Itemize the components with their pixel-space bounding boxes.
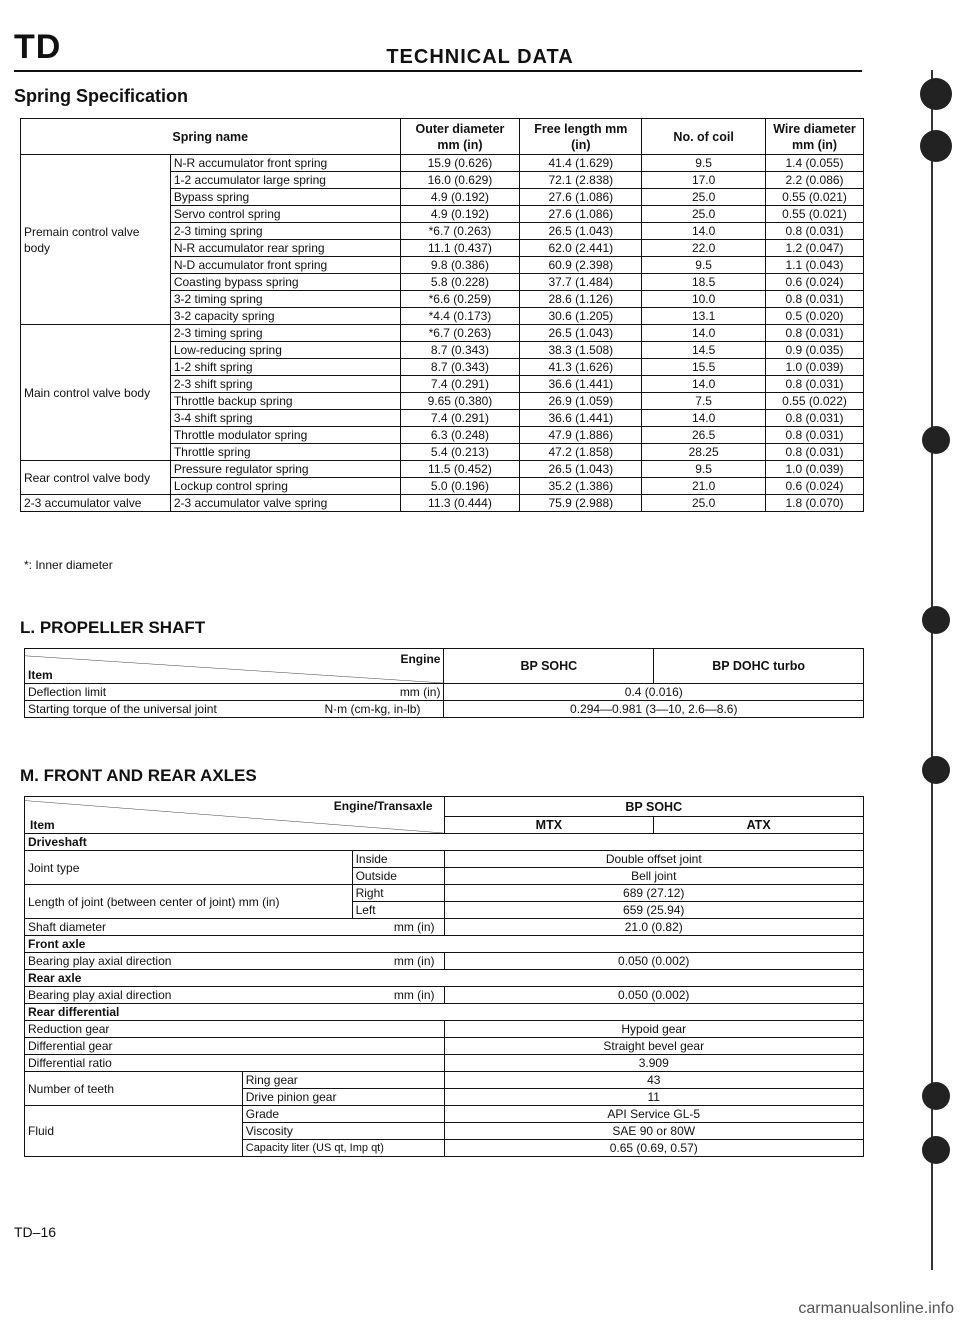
page-number: TD–16	[14, 1224, 57, 1240]
col-mtx: MTX	[444, 817, 654, 834]
rear-axle-heading: Rear axle	[25, 970, 864, 987]
free-length: 60.9 (2.398)	[520, 257, 642, 274]
spring-row	[21, 155, 864, 172]
free-length: 26.9 (1.059)	[520, 393, 642, 410]
engine-label: Engine	[400, 652, 441, 666]
spring-name: 3-2 timing spring	[170, 291, 400, 308]
rear-bearing-row	[25, 987, 445, 1004]
spring-name: 1-2 accumulator large spring	[170, 172, 400, 189]
spring-name: 2-3 accumulator valve spring	[170, 495, 400, 512]
reduction-gear-value: Hypoid gear	[444, 1021, 864, 1038]
spring-section-title: Spring Specification	[14, 86, 189, 106]
outer-diameter: 5.8 (0.228)	[400, 274, 520, 291]
coil-count: 7.5	[642, 393, 766, 410]
propeller-corner-cell	[25, 649, 444, 684]
grade-value: API Service GL-5	[444, 1106, 864, 1123]
joint-type-label: Joint type	[25, 851, 353, 885]
wire-diameter: 1.4 (0.055)	[766, 155, 864, 172]
col-spring-name: Spring name	[21, 119, 401, 155]
front-bearing-row	[25, 953, 445, 970]
wire-diameter: 2.2 (0.086)	[766, 172, 864, 189]
outer-diameter: 11.3 (0.444)	[400, 495, 520, 512]
front-bearing-value: 0.050 (0.002)	[444, 953, 864, 970]
capacity-label: Capacity liter (US qt, Imp qt)	[242, 1140, 444, 1157]
differential-ratio-value: 3.909	[444, 1055, 864, 1072]
free-length: 35.2 (1.386)	[520, 478, 642, 495]
free-length: 30.6 (1.205)	[520, 308, 642, 325]
drive-pinion-value: 11	[444, 1089, 864, 1106]
spring-name: Pressure regulator spring	[170, 461, 400, 478]
joint-length-label: Length of joint (between center of joint) mm (in)	[25, 885, 353, 919]
spring-name: 3-2 capacity spring	[170, 308, 400, 325]
outer-diameter: 5.4 (0.213)	[400, 444, 520, 461]
coil-count: 22.0	[642, 240, 766, 257]
outer-diameter: 4.9 (0.192)	[400, 206, 520, 223]
spring-name: 3-4 shift spring	[170, 410, 400, 427]
left-value: 659 (25.94)	[444, 902, 864, 919]
wire-diameter: 0.55 (0.021)	[766, 189, 864, 206]
valve-body-group: Rear control valve body	[21, 461, 171, 495]
free-length: 41.4 (1.629)	[520, 155, 642, 172]
outer-diameter: *6.7 (0.263)	[400, 223, 520, 240]
item-label: Item	[28, 668, 53, 682]
free-length: 38.3 (1.508)	[520, 342, 642, 359]
coil-count: 28.25	[642, 444, 766, 461]
col-bp-sohc: BP SOHC	[444, 797, 864, 817]
wire-diameter: 0.6 (0.024)	[766, 274, 864, 291]
free-length: 47.9 (1.886)	[520, 427, 642, 444]
col-atx: ATX	[654, 817, 864, 834]
outer-diameter: 6.3 (0.248)	[400, 427, 520, 444]
outer-diameter: 4.9 (0.192)	[400, 189, 520, 206]
shaft-diameter-value: 21.0 (0.82)	[444, 919, 864, 936]
spring-name: Throttle modulator spring	[170, 427, 400, 444]
valve-body-group: Premain control valve body	[21, 155, 171, 325]
coil-count: 25.0	[642, 189, 766, 206]
spring-name: Bypass spring	[170, 189, 400, 206]
row-label: Deflection limit	[28, 685, 107, 699]
col-bp-sohc: BP SOHC	[444, 649, 654, 684]
watermark: carmanualsonline.info	[798, 1300, 954, 1317]
fluid-label: Fluid	[25, 1106, 243, 1157]
col-wire-diameter: Wire diameter mm (in)	[766, 119, 864, 155]
spring-name: N-R accumulator front spring	[170, 155, 400, 172]
drive-pinion-label: Drive pinion gear	[242, 1089, 444, 1106]
wire-diameter: 1.0 (0.039)	[766, 461, 864, 478]
coil-count: 17.0	[642, 172, 766, 189]
row-unit: mm (in)	[393, 988, 435, 1002]
rear-differential-heading: Rear differential	[25, 1004, 864, 1021]
outer-diameter: 15.9 (0.626)	[400, 155, 520, 172]
spring-table-body	[21, 155, 864, 512]
spring-row	[21, 495, 864, 512]
spring-row	[21, 325, 864, 342]
coil-count: 18.5	[642, 274, 766, 291]
row-unit: mm (in)	[399, 685, 441, 699]
right-value: 689 (27.12)	[444, 885, 864, 902]
spring-name: Coasting bypass spring	[170, 274, 400, 291]
coil-count: 13.1	[642, 308, 766, 325]
left-label: Left	[352, 902, 444, 919]
outer-diameter: 8.7 (0.343)	[400, 342, 520, 359]
spring-name: 2-3 shift spring	[170, 376, 400, 393]
wire-diameter: 0.5 (0.020)	[766, 308, 864, 325]
col-coil-count: No. of coil	[642, 119, 766, 155]
propeller-table	[24, 648, 864, 718]
right-label: Right	[352, 885, 444, 902]
capacity-value: 0.65 (0.69, 0.57)	[444, 1140, 864, 1157]
page-title: TECHNICAL DATA	[386, 46, 574, 68]
row-label: Bearing play axial direction	[28, 988, 172, 1002]
wire-diameter: 0.8 (0.031)	[766, 444, 864, 461]
wire-diameter: 1.2 (0.047)	[766, 240, 864, 257]
spring-name: N-R accumulator rear spring	[170, 240, 400, 257]
wire-diameter: 0.6 (0.024)	[766, 478, 864, 495]
free-length: 26.5 (1.043)	[520, 223, 642, 240]
row-value: 0.4 (0.016)	[444, 684, 864, 701]
wire-diameter: 0.55 (0.021)	[766, 206, 864, 223]
coil-count: 14.0	[642, 376, 766, 393]
ring-gear-value: 43	[444, 1072, 864, 1089]
coil-count: 14.5	[642, 342, 766, 359]
wire-diameter: 0.8 (0.031)	[766, 427, 864, 444]
spring-table	[20, 118, 864, 512]
wire-diameter: 1.0 (0.039)	[766, 359, 864, 376]
ring-gear-label: Ring gear	[242, 1072, 444, 1089]
driveshaft-heading: Driveshaft	[25, 834, 864, 851]
spring-name: 2-3 timing spring	[170, 223, 400, 240]
spring-name: 1-2 shift spring	[170, 359, 400, 376]
axles-section-title: M. FRONT AND REAR AXLES	[20, 766, 257, 785]
spring-row	[21, 461, 864, 478]
propeller-section-title: L. PROPELLER SHAFT	[20, 618, 206, 637]
wire-diameter: 0.9 (0.035)	[766, 342, 864, 359]
coil-count: 9.5	[642, 257, 766, 274]
coil-count: 14.0	[642, 325, 766, 342]
row-label: Bearing play axial direction	[28, 954, 172, 968]
inside-label: Inside	[352, 851, 444, 868]
spring-name: Throttle spring	[170, 444, 400, 461]
differential-ratio-label: Differential ratio	[25, 1055, 445, 1072]
col-free-length: Free length mm (in)	[520, 119, 642, 155]
valve-body-group: Main control valve body	[21, 325, 171, 461]
reduction-gear-label: Reduction gear	[25, 1021, 445, 1038]
viscosity-label: Viscosity	[242, 1123, 444, 1140]
free-length: 62.0 (2.441)	[520, 240, 642, 257]
spring-name: Low-reducing spring	[170, 342, 400, 359]
row-unit: mm (in)	[393, 920, 435, 934]
free-length: 47.2 (1.858)	[520, 444, 642, 461]
section-code: TD	[14, 28, 62, 66]
coil-count: 25.0	[642, 206, 766, 223]
outer-diameter: 9.8 (0.386)	[400, 257, 520, 274]
row-unit: N·m (cm-kg, in-lb)	[324, 702, 421, 716]
coil-count: 15.5	[642, 359, 766, 376]
free-length: 75.9 (2.988)	[520, 495, 642, 512]
col-bp-dohc-turbo: BP DOHC turbo	[654, 649, 864, 684]
wire-diameter: 0.8 (0.031)	[766, 325, 864, 342]
free-length: 41.3 (1.626)	[520, 359, 642, 376]
free-length: 27.6 (1.086)	[520, 206, 642, 223]
binding-holes	[900, 70, 960, 1270]
grade-label: Grade	[242, 1106, 444, 1123]
spring-name: Throttle backup spring	[170, 393, 400, 410]
wire-diameter: 0.55 (0.022)	[766, 393, 864, 410]
free-length: 36.6 (1.441)	[520, 410, 642, 427]
spring-name: 2-3 timing spring	[170, 325, 400, 342]
outer-diameter: 11.1 (0.437)	[400, 240, 520, 257]
outside-label: Outside	[352, 868, 444, 885]
wire-diameter: 0.8 (0.031)	[766, 410, 864, 427]
coil-count: 9.5	[642, 155, 766, 172]
free-length: 72.1 (2.838)	[520, 172, 642, 189]
col-outer-diameter: Outer diameter mm (in)	[400, 119, 520, 155]
differential-gear-value: Straight bevel gear	[444, 1038, 864, 1055]
item-label: Item	[30, 818, 55, 832]
outer-diameter: 8.7 (0.343)	[400, 359, 520, 376]
coil-count: 10.0	[642, 291, 766, 308]
wire-diameter: 0.8 (0.031)	[766, 223, 864, 240]
coil-count: 9.5	[642, 461, 766, 478]
free-length: 26.5 (1.043)	[520, 325, 642, 342]
valve-body-group: 2-3 accumulator valve	[21, 495, 171, 512]
rear-bearing-value: 0.050 (0.002)	[444, 987, 864, 1004]
inner-diameter-note: *: Inner diameter	[24, 558, 113, 572]
free-length: 26.5 (1.043)	[520, 461, 642, 478]
header-rule	[14, 70, 862, 72]
outer-diameter: 5.0 (0.196)	[400, 478, 520, 495]
coil-count: 14.0	[642, 410, 766, 427]
deflection-limit-row	[25, 684, 444, 701]
row-label: Starting torque of the universal joint	[28, 702, 217, 716]
shaft-diameter-row	[25, 919, 445, 936]
row-unit: mm (in)	[393, 954, 435, 968]
outer-diameter: *4.4 (0.173)	[400, 308, 520, 325]
viscosity-value: SAE 90 or 80W	[444, 1123, 864, 1140]
number-of-teeth-label: Number of teeth	[25, 1072, 243, 1106]
coil-count: 21.0	[642, 478, 766, 495]
coil-count: 26.5	[642, 427, 766, 444]
outer-diameter: 11.5 (0.452)	[400, 461, 520, 478]
free-length: 36.6 (1.441)	[520, 376, 642, 393]
engine-transaxle-label: Engine/Transaxle	[333, 799, 433, 813]
outer-diameter: *6.7 (0.263)	[400, 325, 520, 342]
outer-diameter: 16.0 (0.629)	[400, 172, 520, 189]
coil-count: 14.0	[642, 223, 766, 240]
outer-diameter: 7.4 (0.291)	[400, 376, 520, 393]
coil-count: 25.0	[642, 495, 766, 512]
axles-corner-cell	[25, 797, 445, 834]
free-length: 28.6 (1.126)	[520, 291, 642, 308]
spring-name: Lockup control spring	[170, 478, 400, 495]
inside-value: Double offset joint	[444, 851, 864, 868]
starting-torque-row	[25, 701, 444, 718]
wire-diameter: 0.8 (0.031)	[766, 291, 864, 308]
outer-diameter: 7.4 (0.291)	[400, 410, 520, 427]
free-length: 37.7 (1.484)	[520, 274, 642, 291]
axles-table	[24, 796, 864, 1157]
outside-value: Bell joint	[444, 868, 864, 885]
row-value: 0.294—0.981 (3—10, 2.6—8.6)	[444, 701, 864, 718]
wire-diameter: 1.1 (0.043)	[766, 257, 864, 274]
free-length: 27.6 (1.086)	[520, 189, 642, 206]
front-axle-heading: Front axle	[25, 936, 864, 953]
differential-gear-label: Differential gear	[25, 1038, 445, 1055]
row-label: Shaft diameter	[28, 920, 107, 934]
spring-name: N-D accumulator front spring	[170, 257, 400, 274]
outer-diameter: *6.6 (0.259)	[400, 291, 520, 308]
wire-diameter: 1.8 (0.070)	[766, 495, 864, 512]
wire-diameter: 0.8 (0.031)	[766, 376, 864, 393]
spring-name: Servo control spring	[170, 206, 400, 223]
outer-diameter: 9.65 (0.380)	[400, 393, 520, 410]
